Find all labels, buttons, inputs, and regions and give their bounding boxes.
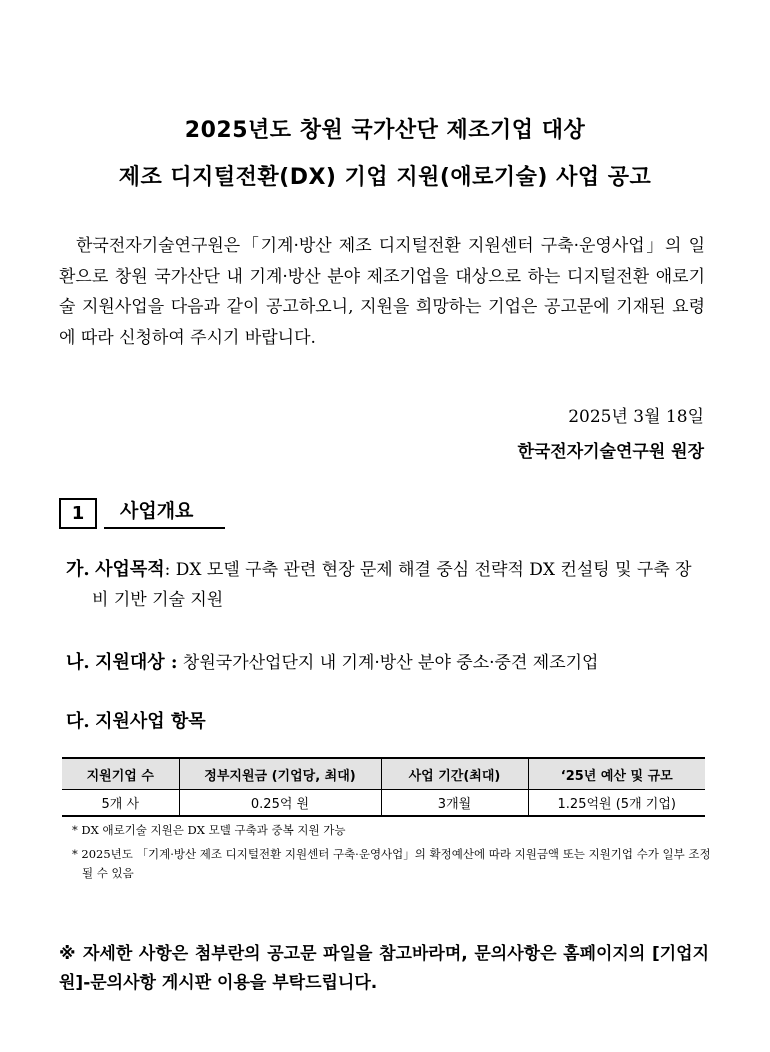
section-number: 1 <box>59 498 97 529</box>
issuing-organization: 한국전자기술연구원 원장 <box>517 442 704 462</box>
item-support-heading: 지원사업 항목 <box>95 711 206 732</box>
item-purpose-separator: : <box>164 560 171 580</box>
contact-notice: ※ 자세한 사항은 첨부란의 공고문 파일을 참고바라며, 문의사항은 홈페이지의 [기업지원]-문의사항 게시판 이용을 부탁드립니다. <box>59 944 709 993</box>
table-header-cell: 정부지원금 (기업당, 최대) <box>179 758 381 790</box>
document-title-line-2: 제조 디지털전환(DX) 기업 지원(애로기술) 사업 공고 <box>118 165 652 190</box>
item-purpose-heading: 사업목적 <box>95 559 165 580</box>
table-cell: 3개월 <box>381 790 528 817</box>
table-header-row <box>62 758 705 790</box>
table-cell: 0.25억 원 <box>179 790 381 817</box>
document-title-line-1: 2025년도 창원 국가산단 제조기업 대상 <box>184 118 586 143</box>
table-header-cell: 사업 기간(최대) <box>381 758 528 790</box>
announcement-date: 2025년 3월 18일 <box>568 407 704 427</box>
item-target-text: 창원국가산업단지 내 기계·방산 분야 중소·중견 제조기업 <box>177 653 599 673</box>
table-header-cell: 지원기업 수 <box>62 758 179 790</box>
support-table <box>62 757 705 817</box>
footnote: * 2025년도 「기계·방산 제조 디지털전환 지원센터 구축·운영사업」의 확정예산에 따라 지원금액 또는 지원기업 수가 일부 조정될 수 있음 <box>72 847 711 880</box>
item-target-mark: 나. <box>66 652 90 673</box>
item-support-mark: 다. <box>66 711 90 732</box>
item-purpose-text: DX 모델 구축 관련 현장 문제 해결 중심 전략적 DX 컨설팅 및 구축 장비 기반 기술 지원 <box>92 560 692 610</box>
item-target <box>66 648 706 678</box>
item-purpose <box>66 555 706 615</box>
intro-paragraph: 한국전자기술연구원은「기계·방산 제조 디지털전환 지원센터 구축·운영사업」의 일환으로 창원 국가산단 내 기계·방산 분야 제조기업을 대상으로 하는 디지털전환 애로기술 지원사업을 다음과 같이 공고하오니, 지원을 희망하는 기업은 공고문에 기재된 요령에 따라 신청하여 주시기 바랍니다. <box>59 236 705 348</box>
footnote: * DX 애로기술 지원은 DX 모델 구축과 중복 지원 가능 <box>72 823 346 837</box>
item-purpose-mark: 가. <box>66 559 90 580</box>
item-support-items <box>66 707 706 737</box>
table-cell: 5개 사 <box>62 790 179 817</box>
table-header-cell: ‘25년 예산 및 규모 <box>528 758 705 790</box>
table-row <box>62 790 705 817</box>
section-title: 사업개요 <box>104 498 225 529</box>
table-cell: 1.25억원 (5개 기업) <box>528 790 705 817</box>
item-target-heading: 지원대상 : <box>95 652 178 673</box>
